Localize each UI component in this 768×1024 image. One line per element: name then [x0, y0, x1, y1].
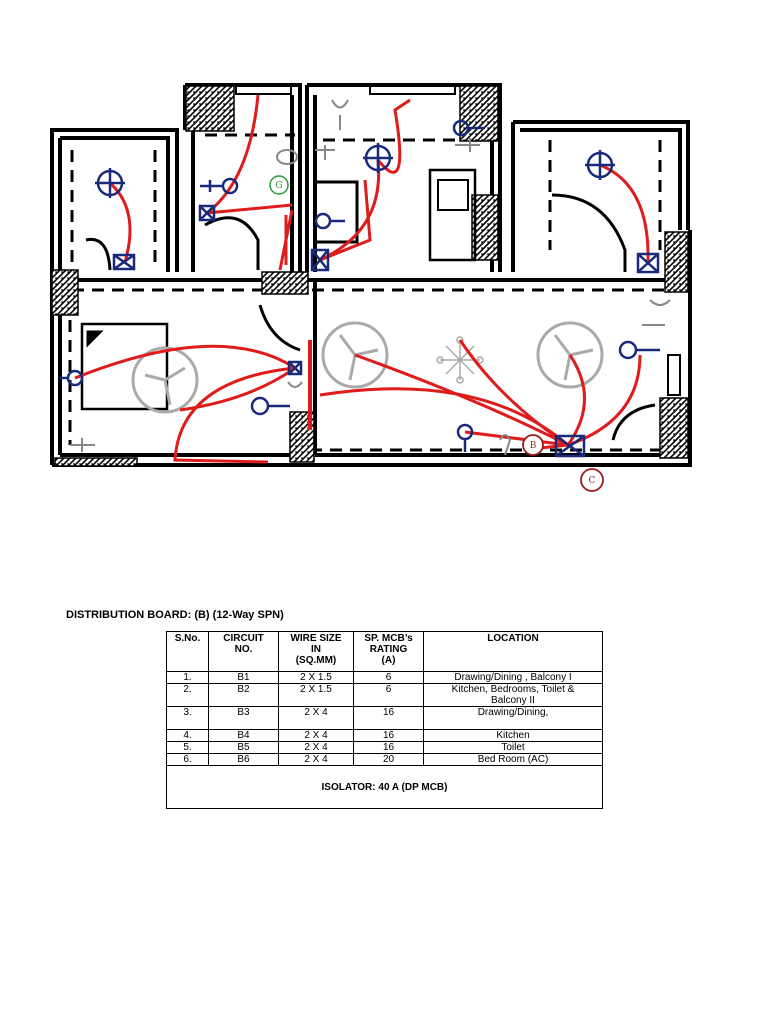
- svg-text:C: C: [588, 476, 596, 486]
- cell-circuit: B1: [209, 672, 279, 684]
- cell-circuit: B6: [209, 754, 279, 766]
- cell-wire: 2 X 4: [279, 707, 354, 730]
- cell-circuit: B5: [209, 742, 279, 754]
- svg-text:G: G: [275, 181, 283, 191]
- header-sno: S.No.: [167, 632, 209, 672]
- cell-circuit: B2: [209, 684, 279, 707]
- cell-location: Bed Room (AC): [424, 754, 603, 766]
- cell-rating: 6: [354, 672, 424, 684]
- marker-b: [523, 435, 543, 455]
- cell-circuit: B4: [209, 730, 279, 742]
- cell-rating: 16: [354, 707, 424, 730]
- cell-rating: 16: [354, 742, 424, 754]
- isolator-row: [167, 766, 603, 809]
- header-wire-size: WIRE SIZE IN (SQ.MM): [279, 632, 354, 672]
- table-row: [167, 742, 603, 754]
- cell-sno: 3.: [167, 707, 209, 730]
- cell-wire: 2 X 4: [279, 742, 354, 754]
- basin-icons: [70, 100, 670, 455]
- cell-sno: 5.: [167, 742, 209, 754]
- cell-location: Kitchen: [424, 730, 603, 742]
- header-location: LOCATION: [424, 632, 603, 672]
- marker-c: [581, 469, 603, 491]
- table-header-row: [167, 632, 603, 672]
- table-row: [167, 754, 603, 766]
- cell-rating: 16: [354, 730, 424, 742]
- table-row: [167, 707, 603, 730]
- dashed-lines: [70, 135, 670, 450]
- cell-wire: 2 X 4: [279, 730, 354, 742]
- isolator-cell: ISOLATOR: 40 A (DP MCB): [167, 766, 603, 809]
- header-circuit: CIRCUIT NO.: [209, 632, 279, 672]
- marker-g: [270, 176, 288, 194]
- cell-sno: 1.: [167, 672, 209, 684]
- table-row: [167, 730, 603, 742]
- distribution-board-table: [166, 631, 603, 809]
- cell-sno: 6.: [167, 754, 209, 766]
- cell-sno: 2.: [167, 684, 209, 707]
- svg-text:B: B: [529, 441, 537, 451]
- cell-rating: 20: [354, 754, 424, 766]
- light-points: [95, 143, 615, 198]
- cell-location: Drawing/Dining,: [424, 707, 603, 730]
- cell-wire: 2 X 1.5: [279, 672, 354, 684]
- socket-points: [60, 121, 660, 452]
- cell-rating: 6: [354, 684, 424, 707]
- cell-location: Kitchen, Bedrooms, Toilet & Balcony II: [424, 684, 603, 707]
- table-row: [167, 672, 603, 684]
- cell-location: Drawing/Dining , Balcony I: [424, 672, 603, 684]
- cell-location: Toilet: [424, 742, 603, 754]
- cell-wire: 2 X 4: [279, 754, 354, 766]
- table-row: [167, 684, 603, 707]
- header-mcb-rating: SP. MCB’s RATING (A): [354, 632, 424, 672]
- switchboards: [114, 206, 658, 456]
- board-title: DISTRIBUTION BOARD: (B) (12-Way SPN): [66, 609, 284, 621]
- cell-circuit: B3: [209, 707, 279, 730]
- fixtures: [82, 170, 680, 440]
- cell-sno: 4.: [167, 730, 209, 742]
- cell-wire: 2 X 1.5: [279, 684, 354, 707]
